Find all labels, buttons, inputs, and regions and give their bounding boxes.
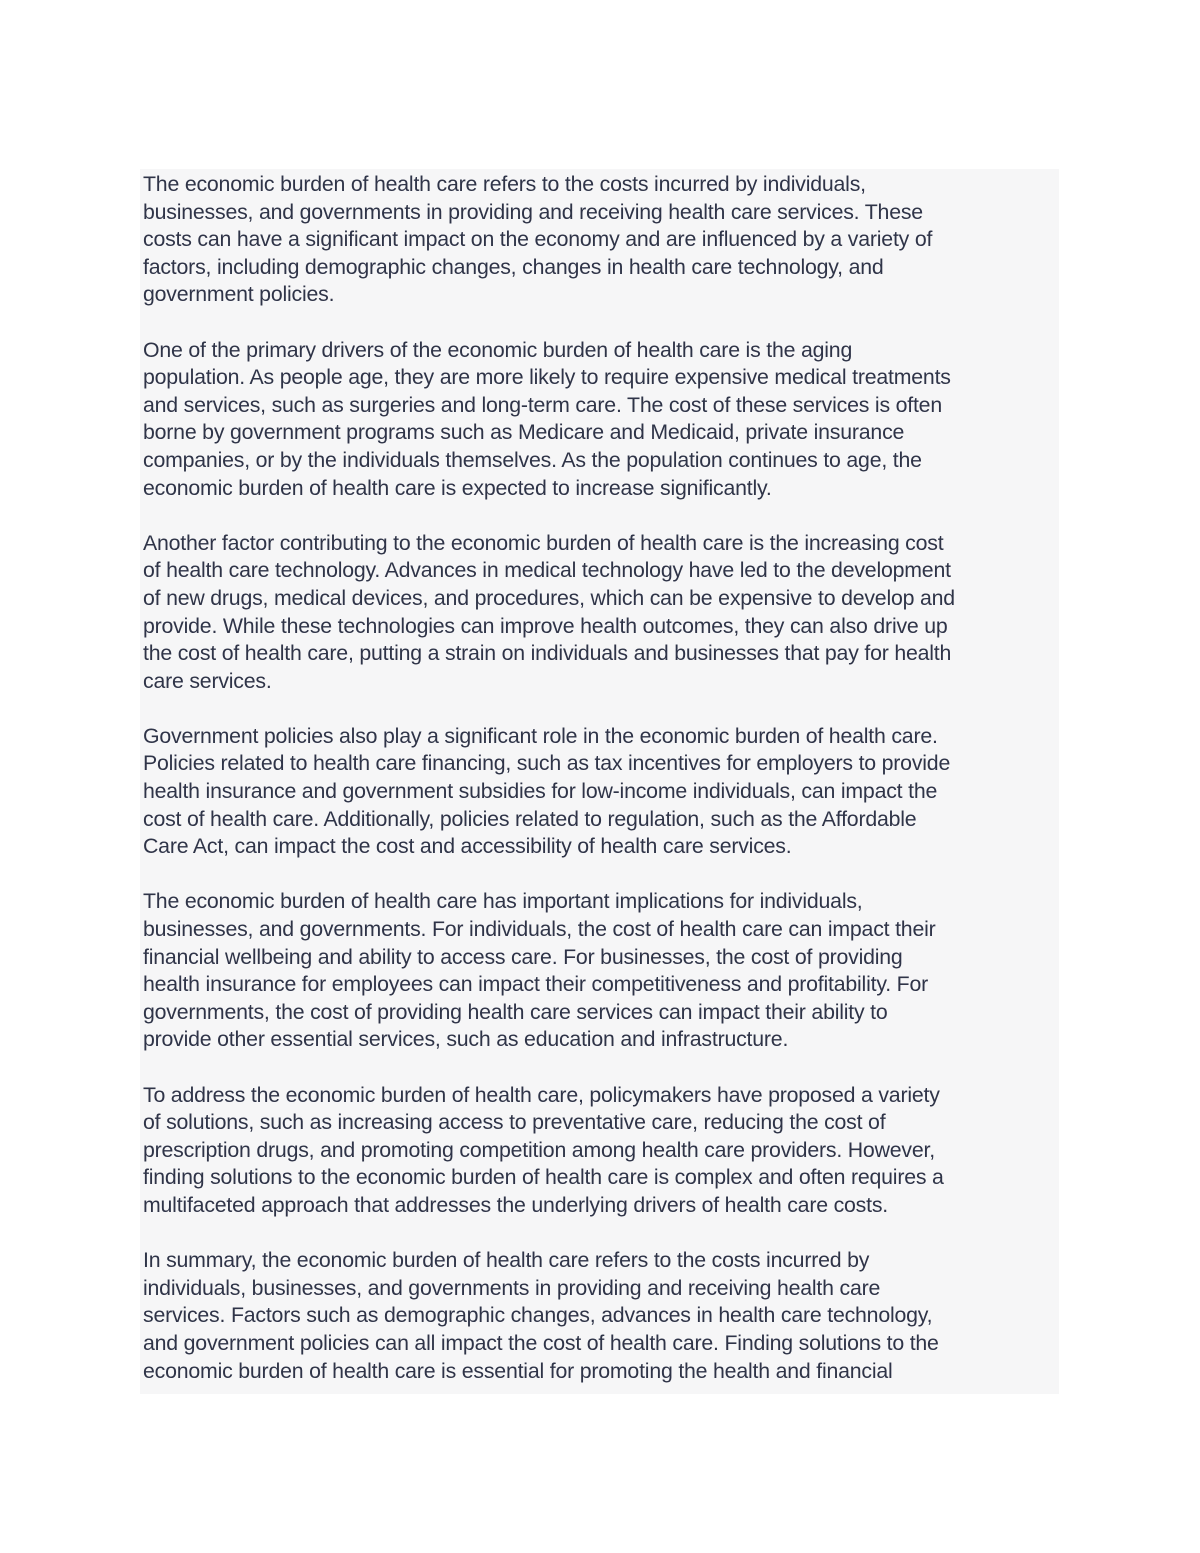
- paragraph-summary: In summary, the economic burden of health care refers to the costs incurred by individuals, businesses, and governments in providing and receiving health care services. Factors such as demographic changes, advances in health care technology, and government policies can all impact the cost of health care. Finding solutions to the economic burden of health care is essential for promoting the health and financial: [143, 1248, 939, 1383]
- paragraph-solutions: To address the economic burden of health care, policymakers have proposed a variety of solutions, such as increasing access to preventative care, reducing the cost of prescription drugs, and promoting competition among health care providers. However, finding solutions to the economic burden of health care is complex and often requires a multifaceted approach that addresses the underlying drivers of health care costs.: [143, 1082, 944, 1217]
- text-block: [140, 169, 1059, 1394]
- paragraph-aging-population: One of the primary drivers of the economic burden of health care is the aging population. As people age, they are more likely to require expensive medical treatments and services, such as surgeries and long-term care. The cost of these services is often borne by government programs such as Medicare and Medicaid, private insurance companies, or by the individuals themselves. As the population continues to age, the economic burden of health care is expected to increase significantly.: [143, 337, 951, 500]
- paragraph-intro: The economic burden of health care refers to the costs incurred by individuals, businesses, and governments in providing and receiving health care services. These costs can have a significant impact on the economy and are influenced by a variety of factors, including demographic changes, changes in health care technology, and government policies.: [143, 172, 933, 307]
- paragraph-government-policies: Government policies also play a significant role in the economic burden of health care. Policies related to health care financing, such as tax incentives for employers to provide health insurance and government subsidies for low-income individuals, can impact the cost of health care. Additionally, policies related to regulation, such as the Affordable Care Act, can impact the cost and accessibility of health care services.: [143, 723, 951, 859]
- paragraph-technology: Another factor contributing to the economic burden of health care is the increasing cost of health care technology. Advances in medical technology have led to the development of new drugs, medical devices, and procedures, which can be expensive to develop and provide. While these technologies can improve health outcomes, they can also drive up the cost of health care, putting a strain on individuals and businesses that pay for health care services.: [143, 530, 955, 693]
- paragraph-implications: The economic burden of health care has important implications for individuals, businesses, and governments. For individuals, the cost of health care can impact their financial wellbeing and ability to access care. For businesses, the cost of providing health insurance for employees can impact their competitiveness and profitability. For governments, the cost of providing health care services can impact their ability to provide other essential services, such as education and infrastructure.: [143, 889, 936, 1052]
